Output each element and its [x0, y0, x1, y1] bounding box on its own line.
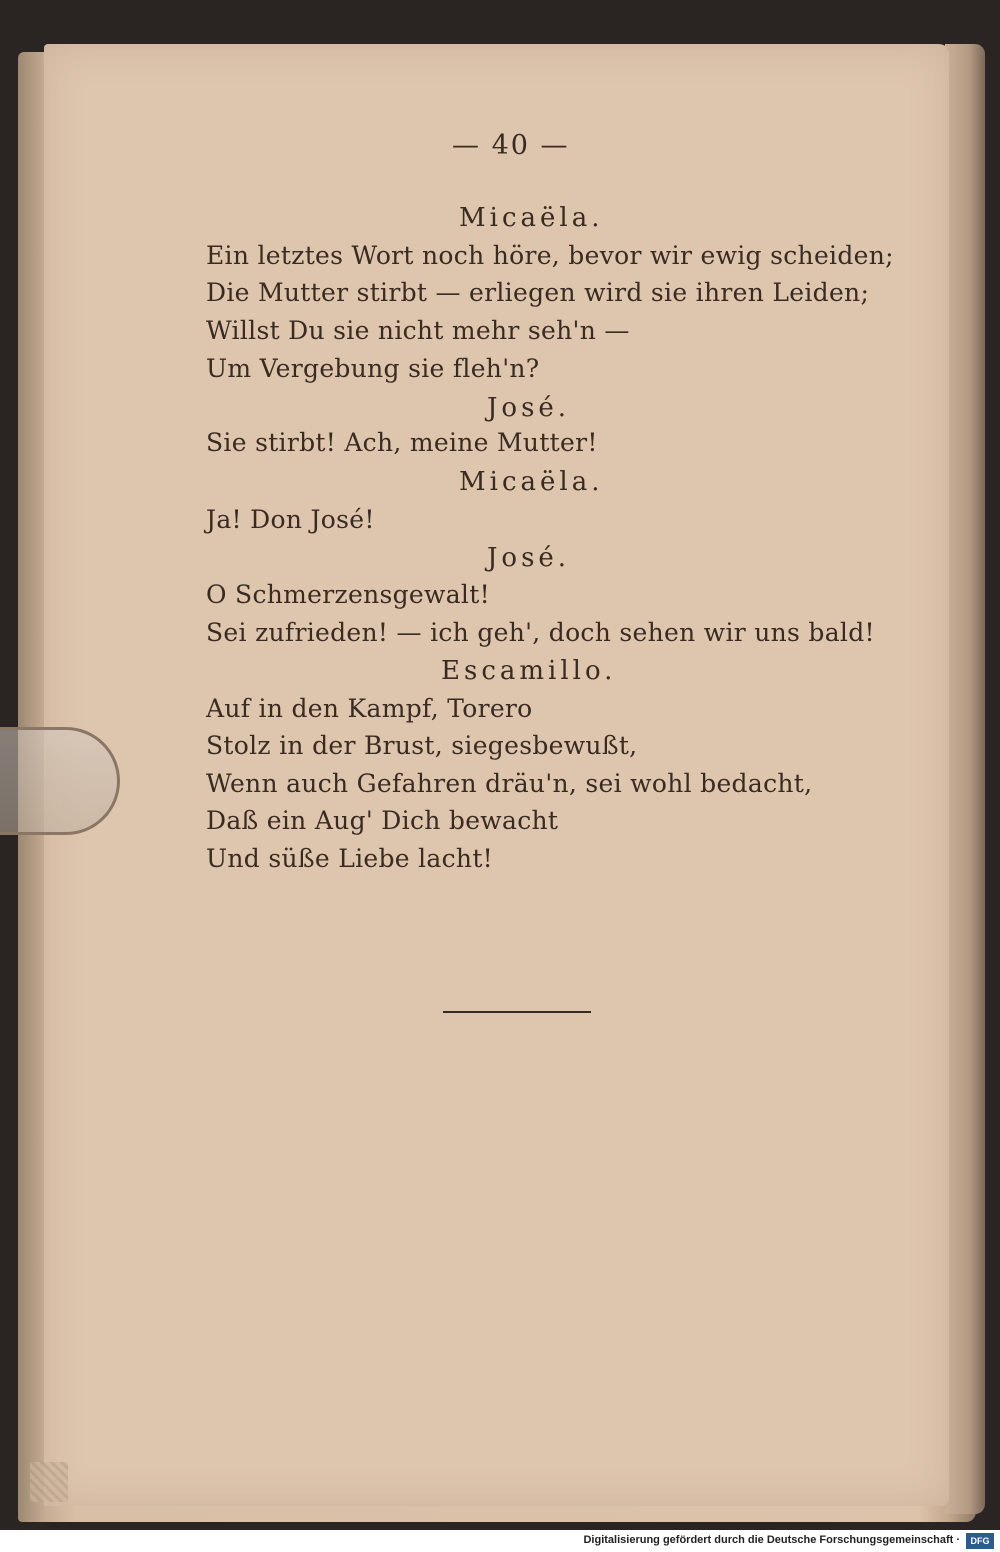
- library-corner-mark: [30, 1462, 68, 1502]
- verse-line: O Schmerzensgewalt!: [206, 580, 490, 609]
- page-number: — 40 —: [452, 130, 570, 161]
- speaker-jose: José.: [487, 393, 571, 423]
- speaker-micaela: Micaëla.: [459, 467, 604, 497]
- verse-line: Die Mutter stirbt — erliegen wird sie ihren Leiden;: [206, 278, 870, 307]
- digitization-footer: [0, 1530, 1000, 1552]
- verse-line: Ja! Don José!: [206, 505, 375, 534]
- end-rule: [443, 1011, 591, 1013]
- speaker-micaela: Micaëla.: [459, 203, 604, 233]
- verse-line: Auf in den Kampf, Torero: [206, 694, 533, 723]
- verse-line: Wenn auch Gefahren dräu'n, sei wohl bedacht,: [206, 769, 813, 798]
- verse-line: Um Vergebung sie fleh'n?: [206, 354, 540, 383]
- verse-line: Sie stirbt! Ach, meine Mutter!: [206, 428, 598, 457]
- verse-line: Ein letztes Wort noch höre, bevor wir ewig scheiden;: [206, 241, 894, 270]
- speaker-escamillo: Escamillo.: [441, 656, 617, 686]
- verse-line: Und süße Liebe lacht!: [206, 844, 494, 873]
- verse-line: Willst Du sie nicht mehr seh'n —: [206, 316, 630, 345]
- verse-line: Daß ein Aug' Dich bewacht: [206, 806, 559, 835]
- speaker-jose: José.: [487, 543, 571, 573]
- page-clip: [0, 727, 120, 835]
- right-page-stack: [945, 44, 985, 1514]
- verse-line: Stolz in der Brust, siegesbewußt,: [206, 731, 638, 760]
- funding-credit: Digitalisierung gefördert durch die Deutsche Forschungsgemeinschaft ·: [583, 1534, 960, 1546]
- dfg-logo: DFG: [966, 1533, 994, 1549]
- verse-line: Sei zufrieden! — ich geh', doch sehen wir uns bald!: [206, 618, 875, 647]
